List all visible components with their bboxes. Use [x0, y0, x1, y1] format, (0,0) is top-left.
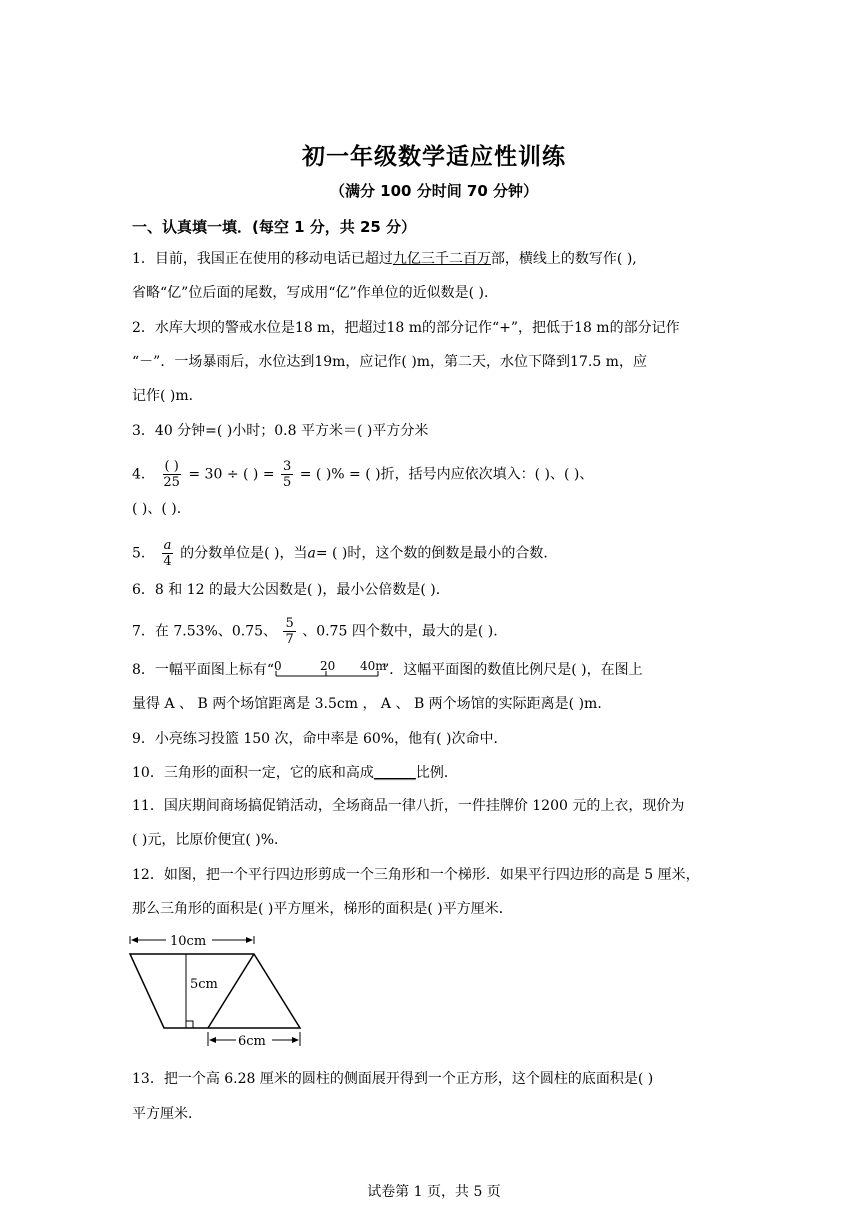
- parallelogram-diagram: [126, 928, 316, 1054]
- question-5-line-1: [132, 538, 557, 569]
- section-heading: 一、认真填一填．(每空 1 分，共 25 分）: [132, 218, 417, 236]
- q7-text-a: 7．在 7.53%、0.75、: [132, 623, 278, 640]
- scale-label-40m: 40m: [360, 659, 387, 673]
- q4-frac1-denominator: 25: [163, 475, 180, 490]
- q4-fraction-3-5: [281, 459, 293, 490]
- q1-underlined-number: 九亿三千二百万: [392, 251, 491, 267]
- q5-frac-denominator: 4: [163, 554, 172, 569]
- scale-label-20: 20: [320, 659, 336, 673]
- scale-bar-graphic: [274, 659, 387, 680]
- q5-text-b: = ( )时，这个数的倒数是最小的合数．: [315, 545, 558, 562]
- question-12-line-2: 那么三角形的面积是( )平方厘米，梯形的面积是( )平方厘米．: [132, 901, 513, 917]
- q4-rest: = ( )% = ( )折，括号内应依次填入：( )、( )、: [299, 466, 594, 483]
- question-8-line-1: [132, 660, 643, 680]
- q5-text-a: 的分数单位是( )，当: [180, 545, 308, 562]
- q5-frac-numerator: a: [163, 538, 172, 553]
- question-11-line-2: ( )元，比原价便宜( )%．: [132, 832, 289, 848]
- q5-fraction-a-4: [161, 538, 173, 569]
- question-8-line-2: 量得 A 、 B 两个场馆距离是 3.5cm ， A 、 B 两个场馆的实际距离是( )m．: [132, 696, 612, 712]
- q4-frac1-numerator: ( ): [164, 459, 179, 474]
- page-subtitle: （满分 100 分时间 70 分钟）: [329, 182, 539, 200]
- q10-text-a: 10．三角形的面积一定，它的底和高成: [132, 765, 374, 781]
- parallelogram-figure: [126, 928, 316, 1058]
- question-3-line-1: 3．40 分钟=( )小时；0.8 平方米＝( )平方分米: [132, 423, 429, 439]
- question-4-line-1: [132, 459, 593, 490]
- q8-text-b: ”．这幅平面图的数值比例尺是( )，在图上: [382, 662, 643, 678]
- question-4-line-2: ( )、( ).: [132, 501, 182, 517]
- q10-blank: ______: [373, 765, 416, 781]
- page-title: 初一年级数学适应性训练: [302, 144, 566, 170]
- q4-fraction-blank-over-25: [161, 459, 182, 490]
- label-bottom-length: 6cm: [238, 1034, 266, 1049]
- question-2-line-2: “－”．一场暴雨后，水位达到19m，应记作( )m，第二天，水位下降到17.5 m，应: [132, 354, 647, 370]
- q4-prefix: 4．: [132, 466, 155, 483]
- q1-text-a: 1．目前，我国正在使用的移动电话已超过: [132, 251, 393, 267]
- question-6-line-1: 6．8 和 12 的最大公因数是( )，最小公倍数是( ).: [132, 582, 441, 598]
- question-13-line-2: 平方厘米．: [132, 1106, 202, 1122]
- scale-label-0: 0: [274, 659, 282, 673]
- question-7-line-1: [132, 616, 498, 647]
- q5-variable: a: [307, 545, 316, 562]
- q4-mid: = 30 ÷ ( ) =: [188, 466, 275, 483]
- q10-text-b: 比例．: [415, 765, 458, 781]
- question-1-line-1: [132, 249, 637, 269]
- question-2-line-1: 2．水库大坝的警戒水位是18 m，把超过18 m的部分记作“+”，把低于18 m的部分记作: [132, 320, 680, 336]
- q5-prefix: 5．: [132, 545, 155, 562]
- label-height: 5cm: [190, 977, 218, 992]
- page-footer: 试卷第 1 页，共 5 页: [367, 1184, 501, 1200]
- q7-frac-numerator: 5: [285, 616, 294, 631]
- question-9-line-1: 9．小亮练习投篮 150 次，命中率是 60%，他有( )次命中．: [132, 731, 508, 747]
- q7-frac-denominator: 7: [285, 632, 294, 647]
- question-10-line-1: [132, 763, 458, 783]
- q7-text-b: 、0.7̇5̇ 四个数中，最大的是( ).: [302, 623, 498, 640]
- q4-frac2-numerator: 3: [283, 459, 292, 474]
- question-11-line-1: 11．国庆期间商场搞促销活动，全场商品一律八折，一件挂牌价 1200 元的上衣，现价为: [132, 798, 685, 814]
- q1-text-b: 部，横线上的数写作( ),: [490, 251, 637, 267]
- question-12-line-1: 12．如图，把一个平行四边形剪成一个三角形和一个梯形．如果平行四边形的高是 5 厘米，: [132, 867, 700, 883]
- question-1-line-2: 省略“亿”位后面的尾数，写成用“亿”作单位的近似数是( ).: [132, 285, 489, 301]
- q4-frac2-denominator: 5: [283, 475, 292, 490]
- question-13-line-1: 13．把一个高 6.28 厘米的圆柱的侧面展开得到一个正方形，这个圆柱的底面积是( ): [132, 1071, 654, 1087]
- q8-text-a: 8．一幅平面图上标有“: [132, 662, 275, 678]
- label-top-length: 10cm: [170, 934, 207, 949]
- q7-fraction-5-7: [283, 616, 295, 647]
- question-2-line-3: 记作( )m．: [132, 388, 203, 404]
- scale-bar: [274, 659, 387, 680]
